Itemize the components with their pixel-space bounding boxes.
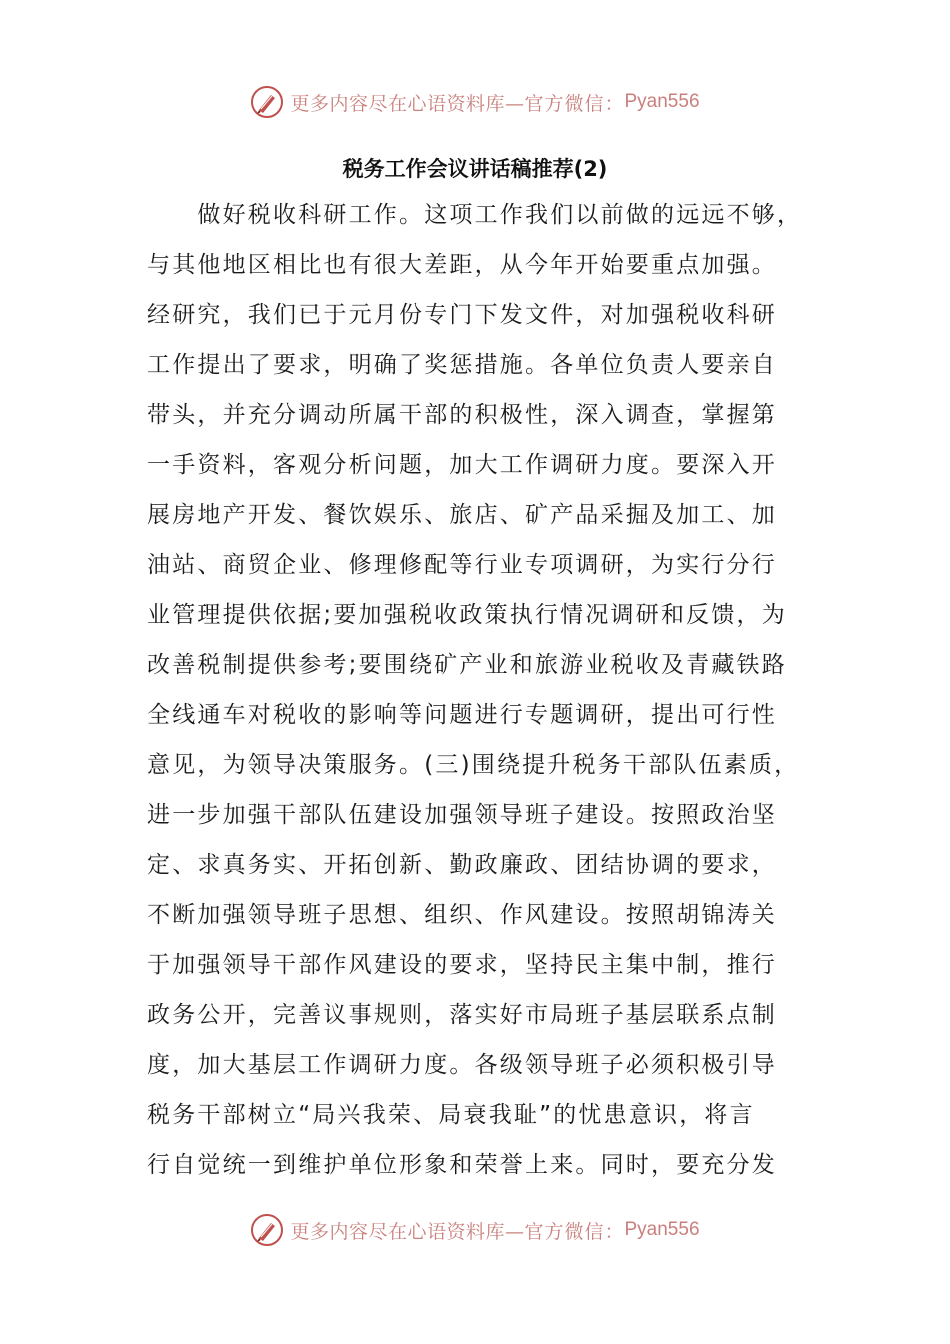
body-line: 不断加强领导班子思想、组织、作风建设。按照胡锦涛关 bbox=[147, 902, 777, 928]
wechat-id: Pyan556 bbox=[624, 1219, 700, 1240]
pen-nib-logo-icon bbox=[250, 85, 284, 119]
document-body bbox=[147, 190, 819, 1190]
header-banner bbox=[0, 80, 950, 124]
body-line: 全线通车对税收的影响等问题进行专题调研，提出可行性 bbox=[147, 702, 777, 728]
wechat-id: Pyan556 bbox=[624, 91, 700, 112]
body-line: 政务公开，完善议事规则，落实好市局班子基层联系点制 bbox=[147, 1002, 777, 1028]
body-line: 意见，为领导决策服务。(三)围绕提升税务干部队伍素质， bbox=[147, 752, 800, 778]
body-line: 于加强领导干部作风建设的要求，坚持民主集中制，推行 bbox=[147, 952, 777, 978]
body-line: 进一步加强干部队伍建设加强领导班子建设。按照政治坚 bbox=[147, 802, 777, 828]
body-line: 一手资料，客观分析问题，加大工作调研力度。要深入开 bbox=[147, 452, 777, 478]
pen-nib-logo-icon bbox=[250, 1213, 284, 1247]
wechat-label: 官方微信： bbox=[524, 92, 625, 115]
body-line: 工作提出了要求，明确了奖惩措施。各单位负责人要亲自 bbox=[147, 352, 777, 378]
footer-banner bbox=[0, 1208, 950, 1252]
body-line: 做好税收科研工作。这项工作我们以前做的远远不够， bbox=[147, 202, 803, 228]
body-line: 度，加大基层工作调研力度。各级领导班子必须积极引导 bbox=[147, 1052, 777, 1078]
document-title: 税务工作会议讲话稿推荐(2) bbox=[342, 157, 608, 181]
body-line: 经研究，我们已于元月份专门下发文件，对加强税收科研 bbox=[147, 302, 777, 328]
banner-text: 更多内容尽在心语资料库— bbox=[290, 92, 525, 115]
body-line: 税务干部树立“局兴我荣、局衰我耻”的忧患意识，将言 bbox=[147, 1102, 755, 1128]
body-line: 定、求真务实、开拓创新、勤政廉政、团结协调的要求， bbox=[147, 852, 777, 878]
body-line: 改善税制提供参考;要围绕矿产业和旅游业税收及青藏铁路 bbox=[147, 652, 787, 678]
body-line: 业管理提供依据;要加强税收政策执行情况调研和反馈，为 bbox=[147, 602, 787, 628]
body-line: 油站、商贸企业、修理修配等行业专项调研，为实行分行 bbox=[147, 552, 777, 578]
body-line: 展房地产开发、餐饮娱乐、旅店、矿产品采掘及加工、加 bbox=[147, 502, 777, 528]
body-line: 行自觉统一到维护单位形象和荣誉上来。同时，要充分发 bbox=[147, 1152, 777, 1178]
wechat-label: 官方微信： bbox=[524, 1220, 625, 1243]
banner-text: 更多内容尽在心语资料库— bbox=[290, 1220, 525, 1243]
body-line: 与其他地区相比也有很大差距，从今年开始要重点加强。 bbox=[147, 252, 777, 278]
body-line: 带头，并充分调动所属干部的积极性，深入调查，掌握第 bbox=[147, 402, 777, 428]
